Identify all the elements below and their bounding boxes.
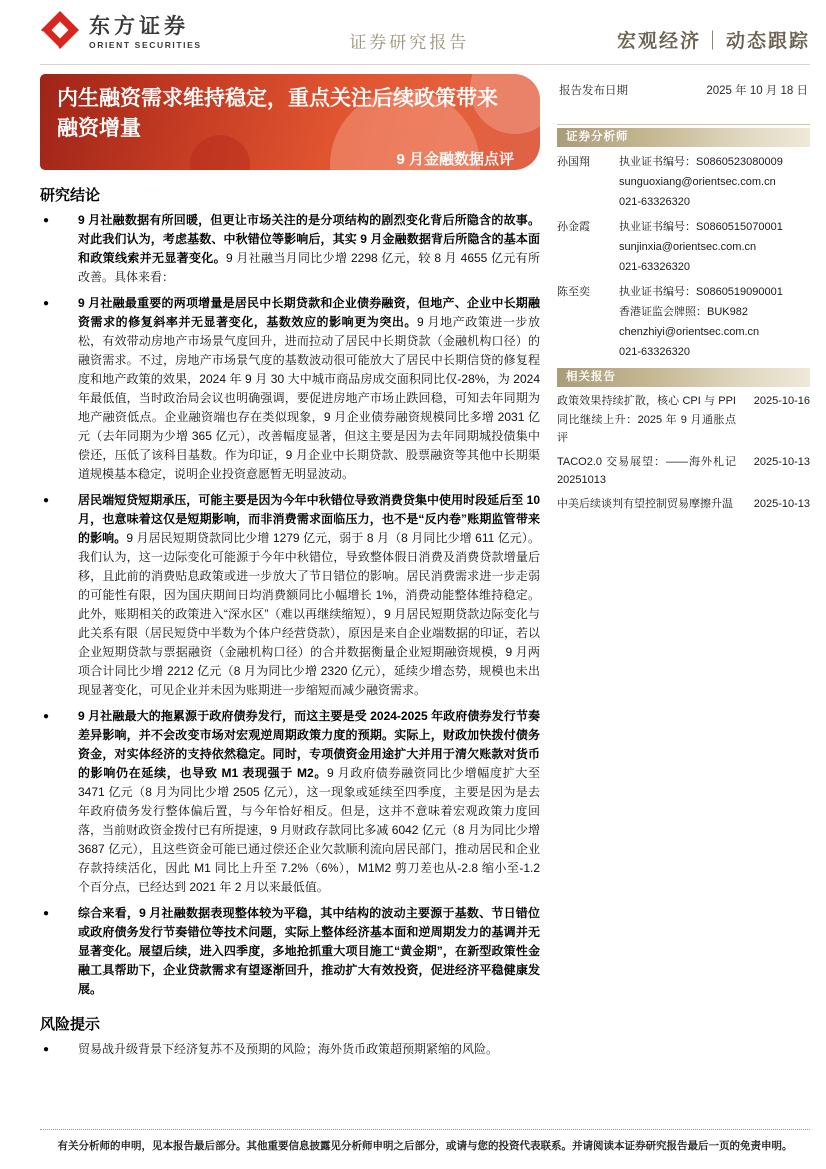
subcategory-label: 动态跟踪 — [725, 31, 810, 52]
footer-disclaimer: 有关分析师的申明，见本报告最后部分。其他重要信息披露见分析师申明之后部分，或请与您的投资代表联系。并请阅读本证券研究报告最后一页的免责申明。 — [40, 1129, 810, 1153]
research-bullet-item — [40, 294, 540, 484]
orient-logo-icon — [40, 10, 80, 55]
section-research-conclusions: 研究结论 — [40, 187, 101, 204]
research-bullet-item — [40, 904, 540, 999]
bullet-marker: ● — [43, 1044, 50, 1055]
related-report-title[interactable]: TACO2.0 交易展望：——海外札记 20251013 — [557, 455, 736, 486]
analyst-detail-line: 香港证监会牌照：BUK982 — [619, 306, 748, 318]
publish-date-label: 报告发布日期 — [559, 85, 628, 97]
bullet-text: 综合来看，9 月社融数据表现整体较为平稳，其中结构的波动主要源于基数、节日错位或政府债务发行节奏错位等技术问题，实际上整体经济基本面和逆周期发力的基调并无显著变化。展望后续，进入四季度，多地抢抓重大项目施工“黄金期”，在新型政策性金融工具帮助下，企业贷款需求有望逐渐回升，推动扩大有效投资，促进经济平稳健康发展。 — [78, 906, 540, 996]
analyst-email[interactable]: sunjinxia@orientsec.com.cn — [619, 241, 757, 253]
related-report-title[interactable]: 中美后续谈判有望控制贸易摩擦升温 — [557, 497, 733, 510]
related-report-title[interactable]: 政策效果持续扩散，核心 CPI 与 PPI 同比继续上升：2025 年 9 月通胀点评 — [557, 395, 736, 444]
analyst-entry — [557, 152, 810, 212]
related-report-date: 2025-10-16 — [753, 395, 810, 407]
bullet-marker: ● — [43, 711, 50, 722]
bullet-marker: ● — [43, 908, 50, 919]
related-reports-header-bar: 相关报告 — [557, 368, 810, 387]
research-bullet-item — [40, 491, 540, 700]
research-bullet-item — [40, 211, 540, 287]
report-category — [617, 26, 810, 55]
category-label: 宏观经济 — [616, 31, 701, 52]
analyst-name: 陈至奕 — [557, 286, 590, 298]
page-header — [40, 0, 810, 65]
analyst-detail-line: 执业证书编号：S0860515070001 — [619, 221, 783, 233]
publish-date-value: 2025 年 10 月 18 日 — [706, 85, 808, 97]
related-report-row — [557, 495, 810, 514]
analyst-name: 孙国翔 — [557, 156, 590, 168]
logo-name-cn: 东方证券 — [89, 14, 189, 38]
bullet-marker: ● — [43, 298, 50, 309]
related-report-row — [557, 453, 810, 490]
analysts-list — [557, 152, 810, 362]
analyst-email[interactable]: chenzhiyi@orientsec.com.cn — [619, 326, 760, 338]
related-report-date: 2025-10-13 — [753, 497, 810, 510]
analyst-entry — [557, 282, 810, 362]
logo-name-en: ORIENT SECURITIES — [89, 40, 202, 51]
analyst-detail-line: 021-63326320 — [619, 261, 690, 273]
research-bullet-item — [40, 707, 540, 897]
analyst-detail-line: 执业证书编号：S0860523080009 — [619, 156, 783, 168]
bullet-text: 9 月社融最大的拖累源于政府债券发行，而这主要是受 2024-2025 年政府债券发行节奏差异影响，并不会改变市场对宏观逆周期政策力度的预期。实际上，财政加快拨付债务资金，对实体经济的支持依然稳定。同时，专项债资金用途扩大并用于清欠账款对货币的影响仍在延续，也导致 M1 表现强于 M2。9 月政府债券融资同比少增幅度扩大至 3471 亿元（8 月为同比少增 2505 亿元），这一现象或延续至四季度，主要是因为是去年政府债务发行整体偏后置，与今年恰好相反。但是，这并不意味着宏观政策力度回落，当前财政资金拨付已有所提速，9 月财政存款同比多减 6042 亿元（8 月为同比少增 3687 亿元），且这些资金可能已通过偿还企业欠款顺利流向居民部门，推动居民和企业存款持续活化，因此 M1 同比上升至 7.2%（6%），M1M2 剪刀差也从-2.8 缩小至-1.2 个百分点，已经达到 2021 年 2 月以来最低值。 — [78, 709, 541, 894]
publish-date-row — [557, 65, 810, 98]
category-divider: ｜ — [702, 31, 724, 52]
bullet-text: 居民端短贷短期承压，可能主要是因为今年中秋错位导致消费贷集中使用时段延后至 10 月，也意味着这仅是短期影响，而非消费需求面临压力，也不是“反内卷”账期监管带来的影响。9 月居民短期贷款同比少增 1279 亿元，弱于 8 月（8 月同比少增 611 亿元）。我们认为，这一边际变化可能源于今年中秋错位，导致整体假日消费及消费贷款增量后移，且此前的消费贴息政策或进一步放大了节日错位的影响。居民消费需求进一步走弱的可能性有限，因为国庆期间日均消费额同比小幅增长 1%，消费动能整体维持稳定。此外，账期相关的政策进入“深水区”（难以再继续缩短），9 月居民短期贷款边际变化与此关系有限（居民短贷中半数为个体户经营贷款），原因是来自企业端数据的印证，若以企业短期贷款与票据融资（金融机构口径）的合并数据衡量企业短期融资规模，9 月两项合计同比少增 2212 亿元（8 月为同比少增 2320 亿元），延续少增态势，规模也未出现显著变化，可见企业并未因为账期进一步缩短而减少融资需求。 — [78, 493, 541, 697]
analyst-name: 孙金霞 — [557, 221, 590, 233]
sidebar — [557, 65, 810, 1066]
related-report-date: 2025-10-13 — [753, 455, 810, 468]
risk-bullet-item — [40, 1040, 540, 1059]
research-bullet-list — [40, 211, 540, 999]
analyst-details — [619, 152, 810, 212]
title-banner — [40, 74, 540, 170]
section-risk-notice: 风险提示 — [40, 1016, 101, 1033]
bullet-marker: ● — [43, 215, 50, 226]
analyst-detail-line: 021-63326320 — [619, 196, 690, 208]
report-title: 内生融资需求维持稳定，重点关注后续政策带来融资增量 — [57, 87, 498, 140]
analyst-detail-line: 执业证书编号：S0860519090001 — [619, 286, 783, 298]
report-type-label: 证券研究报告 — [349, 33, 470, 52]
related-reports-list — [557, 392, 810, 513]
orient-securities-logo — [40, 10, 202, 55]
bullet-text: 9 月社融最重要的两项增量是居民中长期贷款和企业债券融资，但地产、企业中长期融资需求的修复斜率并无显著变化，基数效应的影响更为突出。9 月地产政策进一步放松，有效带动房地产市场景气度回升，进而拉动了居民中长期贷款（金融机构口径）的融资需求。不过，房地产市场景气度的基数波动很可能放大了居民中长期信贷的修复程度和地产政策的效果，2024 年 9 月 30 大中城市商品房成交面积同比仅-28%，为 2024 年最低值，当时政治局会议也明确强调，要促进房地产市场止跌回稳，可知去年同期为地产融资低点。企业融资端也存在类似现象，9 月企业债券融资规模同比多增 2031 亿元（去年同期为少增 365 亿元），改善幅度显著，但这主要是因为去年同期城投债集中偿还，压低了该科目基数。作为印证，9 月企业中长期贷款、股票融资等其他中长期渠道规模基本稳定，说明企业投资意愿暂无明显波动。 — [78, 296, 540, 481]
risk-bullet-text: 贸易战升级背景下经济复苏不及预期的风险；海外货币政策超预期紧缩的风险。 — [78, 1042, 499, 1056]
analyst-details — [619, 217, 810, 277]
analysts-header-bar: 证券分析师 — [557, 128, 810, 147]
analyst-email[interactable]: sunguoxiang@orientsec.com.cn — [619, 176, 776, 188]
main-column — [40, 65, 540, 1066]
risk-bullet-list — [40, 1040, 540, 1059]
analyst-entry — [557, 217, 810, 277]
report-subtitle: 9 月金融数据点评 — [396, 150, 514, 168]
analyst-detail-line: 021-63326320 — [619, 346, 690, 358]
analyst-details — [619, 282, 810, 362]
bullet-text: 9 月社融数据有所回暖，但更让市场关注的是分项结构的剧烈变化背后所隐含的故事。对此我们认为，考虑基数、中秋错位等影响后，其实 9 月金融数据背后所隐含的基本面和政策线索并无显著变化。9 月社融当月同比少增 2298 亿元，较 8 月 4655 亿元有所改善。具体来看： — [78, 213, 540, 284]
sidebar-divider — [557, 124, 810, 125]
bullet-marker: ● — [43, 495, 50, 506]
related-report-row — [557, 392, 810, 448]
